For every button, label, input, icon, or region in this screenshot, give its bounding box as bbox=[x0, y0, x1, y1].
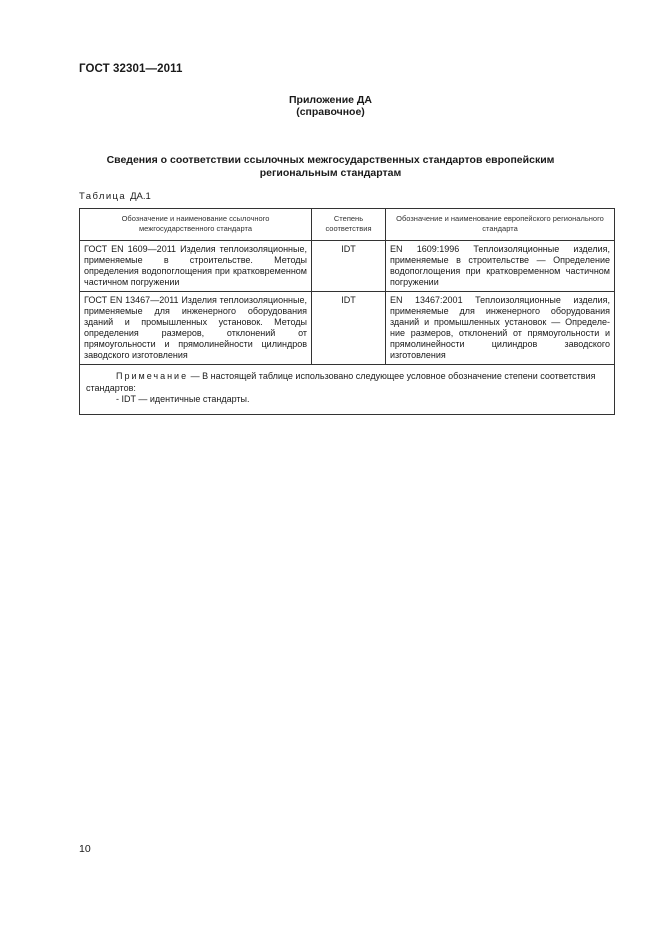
section-title-line-2: региональным стандартам bbox=[259, 167, 402, 179]
table-note-row bbox=[80, 365, 615, 415]
cell-european-standard: EN 1609:1996 Теплоизоляционные изделия, применяемые в строительстве — Определение водопоглощения при кратковременном частичном погружении bbox=[386, 241, 615, 292]
section-title bbox=[100, 154, 561, 180]
table-note bbox=[80, 365, 615, 415]
table-caption-number: ДА.1 bbox=[130, 191, 151, 202]
appendix-subtitle: (справочное) bbox=[296, 106, 365, 118]
cell-interstate-standard: ГОСТ EN 1609—2011 Изделия теплоизоляционные, применяемые в строительстве. Методы определения водопоглощения при кратковременном частичном погружении bbox=[80, 241, 312, 292]
table-row bbox=[80, 292, 615, 365]
note-item-line bbox=[86, 394, 608, 406]
table-header-row bbox=[80, 209, 615, 241]
table-caption-prefix: Таблица bbox=[79, 191, 127, 202]
note-item: - IDT — идентичные стандарты. bbox=[116, 394, 250, 404]
header-european-standard: Обозначение и наименование европейского регионального стандарта bbox=[386, 209, 615, 241]
note-label: Примечание bbox=[116, 371, 189, 381]
cell-interstate-standard: ГОСТ EN 13467—2011 Изделия теплоизоляционные, применяемые для инженерного оборудования зданий и промышленных установок. Методы определения размеров, отклонений от прямоугольности и прямолинейности цилиндров заводского изготовления bbox=[80, 292, 312, 365]
standards-table bbox=[79, 208, 615, 415]
note-text-line bbox=[86, 371, 608, 394]
section-title-line-1: Сведения о соответствии ссылочных межгосударственных стандартов европейским bbox=[106, 154, 555, 166]
page-number: 10 bbox=[79, 843, 91, 855]
cell-degree: IDT bbox=[312, 241, 386, 292]
appendix-heading bbox=[0, 94, 661, 118]
cell-degree: IDT bbox=[312, 292, 386, 365]
appendix-title: Приложение ДА bbox=[289, 94, 372, 106]
note-text: — В настоящей таблице использовано следующее условное обозначение степени соответствия стандартов: bbox=[86, 371, 596, 393]
header-interstate-standard: Обозначение и наименование ссылочного межгосударственного стандарта bbox=[80, 209, 312, 241]
cell-european-standard: EN 13467:2001 Теплоизоляционные изделия, применяемые для инженерного оборудования зданий и промышленных установок — Определение размеров, отклонений от прямоугольности и прямолинейности цилиндров заводского изготовления bbox=[386, 292, 615, 365]
document-code: ГОСТ 32301—2011 bbox=[79, 63, 183, 75]
header-degree: Степень соответствия bbox=[312, 209, 386, 241]
table-row bbox=[80, 241, 615, 292]
table-caption bbox=[79, 191, 151, 202]
